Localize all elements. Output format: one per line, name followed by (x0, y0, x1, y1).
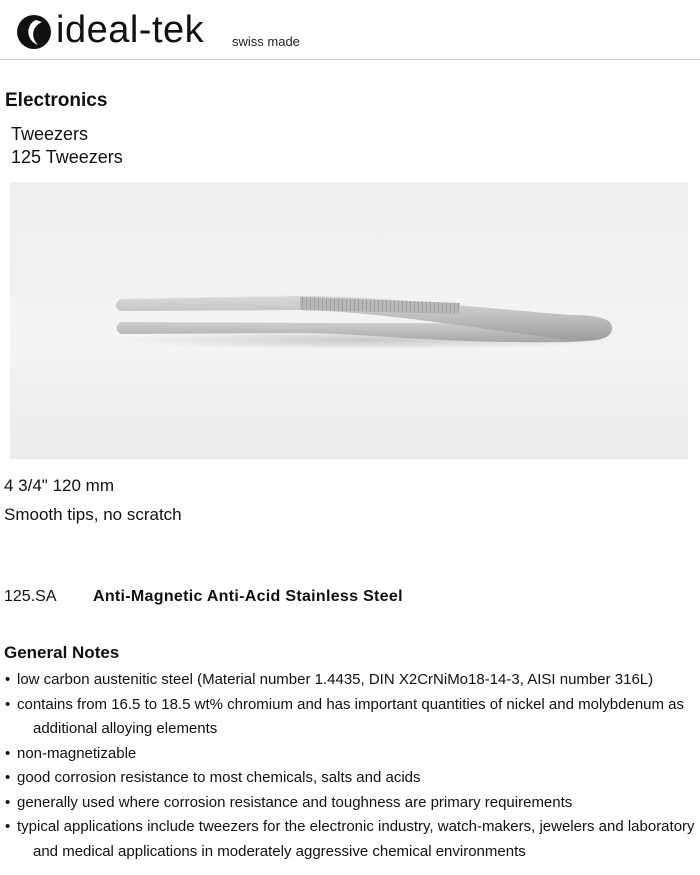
bullet-icon: • (5, 671, 11, 688)
model-description: Anti-Magnetic Anti-Acid Stainless Steel (93, 588, 403, 605)
size-spec: 4 3/4" 120 mm (4, 476, 114, 495)
list-item (0, 815, 700, 864)
logo-text: ideal-tek (56, 9, 205, 51)
notes-list (0, 668, 700, 864)
list-item (0, 693, 700, 742)
logo-tagline: swiss made (232, 34, 300, 49)
logo-icon (16, 14, 52, 50)
list-item (0, 791, 700, 816)
bullet-icon: • (5, 818, 11, 835)
notes-heading: General Notes (4, 643, 120, 662)
note-text: generally used where corrosion resistance and toughness are primary requirements (17, 793, 573, 811)
model-code: 125.SA (4, 588, 57, 605)
header-divider (0, 59, 700, 60)
note-text: low carbon austenitic steel (Material number 1.4435, DIN X2CrNiMo18-14-3, AISI number 316L) (17, 671, 654, 688)
bullet-icon: • (5, 769, 11, 786)
list-item (0, 766, 700, 791)
category-heading: Electronics (5, 90, 108, 111)
breadcrumb-level-2[interactable]: 125 Tweezers (11, 147, 123, 167)
bullet-icon: • (5, 744, 11, 762)
tweezers-illustration (10, 182, 688, 459)
header (0, 0, 700, 60)
breadcrumb-level-1[interactable]: Tweezers (11, 124, 89, 144)
note-text: non-magnetizable (17, 744, 137, 762)
bullet-icon: • (5, 695, 11, 713)
tips-spec: Smooth tips, no scratch (4, 505, 182, 524)
note-text: good corrosion resistance to most chemicals, salts and acids (17, 769, 421, 786)
list-item (0, 668, 700, 693)
bullet-icon: • (5, 793, 11, 811)
note-text: typical applications include tweezers for the electronic industry, watch-makers, jewelers and laboratory and medical applications in moderately aggressive chemical environments (17, 818, 695, 860)
note-text: contains from 16.5 to 18.5 wt% chromium and has important quantities of nickel and molybdenum as additional alloying elements (17, 695, 685, 737)
list-item (0, 742, 700, 767)
product-photo (10, 182, 688, 459)
